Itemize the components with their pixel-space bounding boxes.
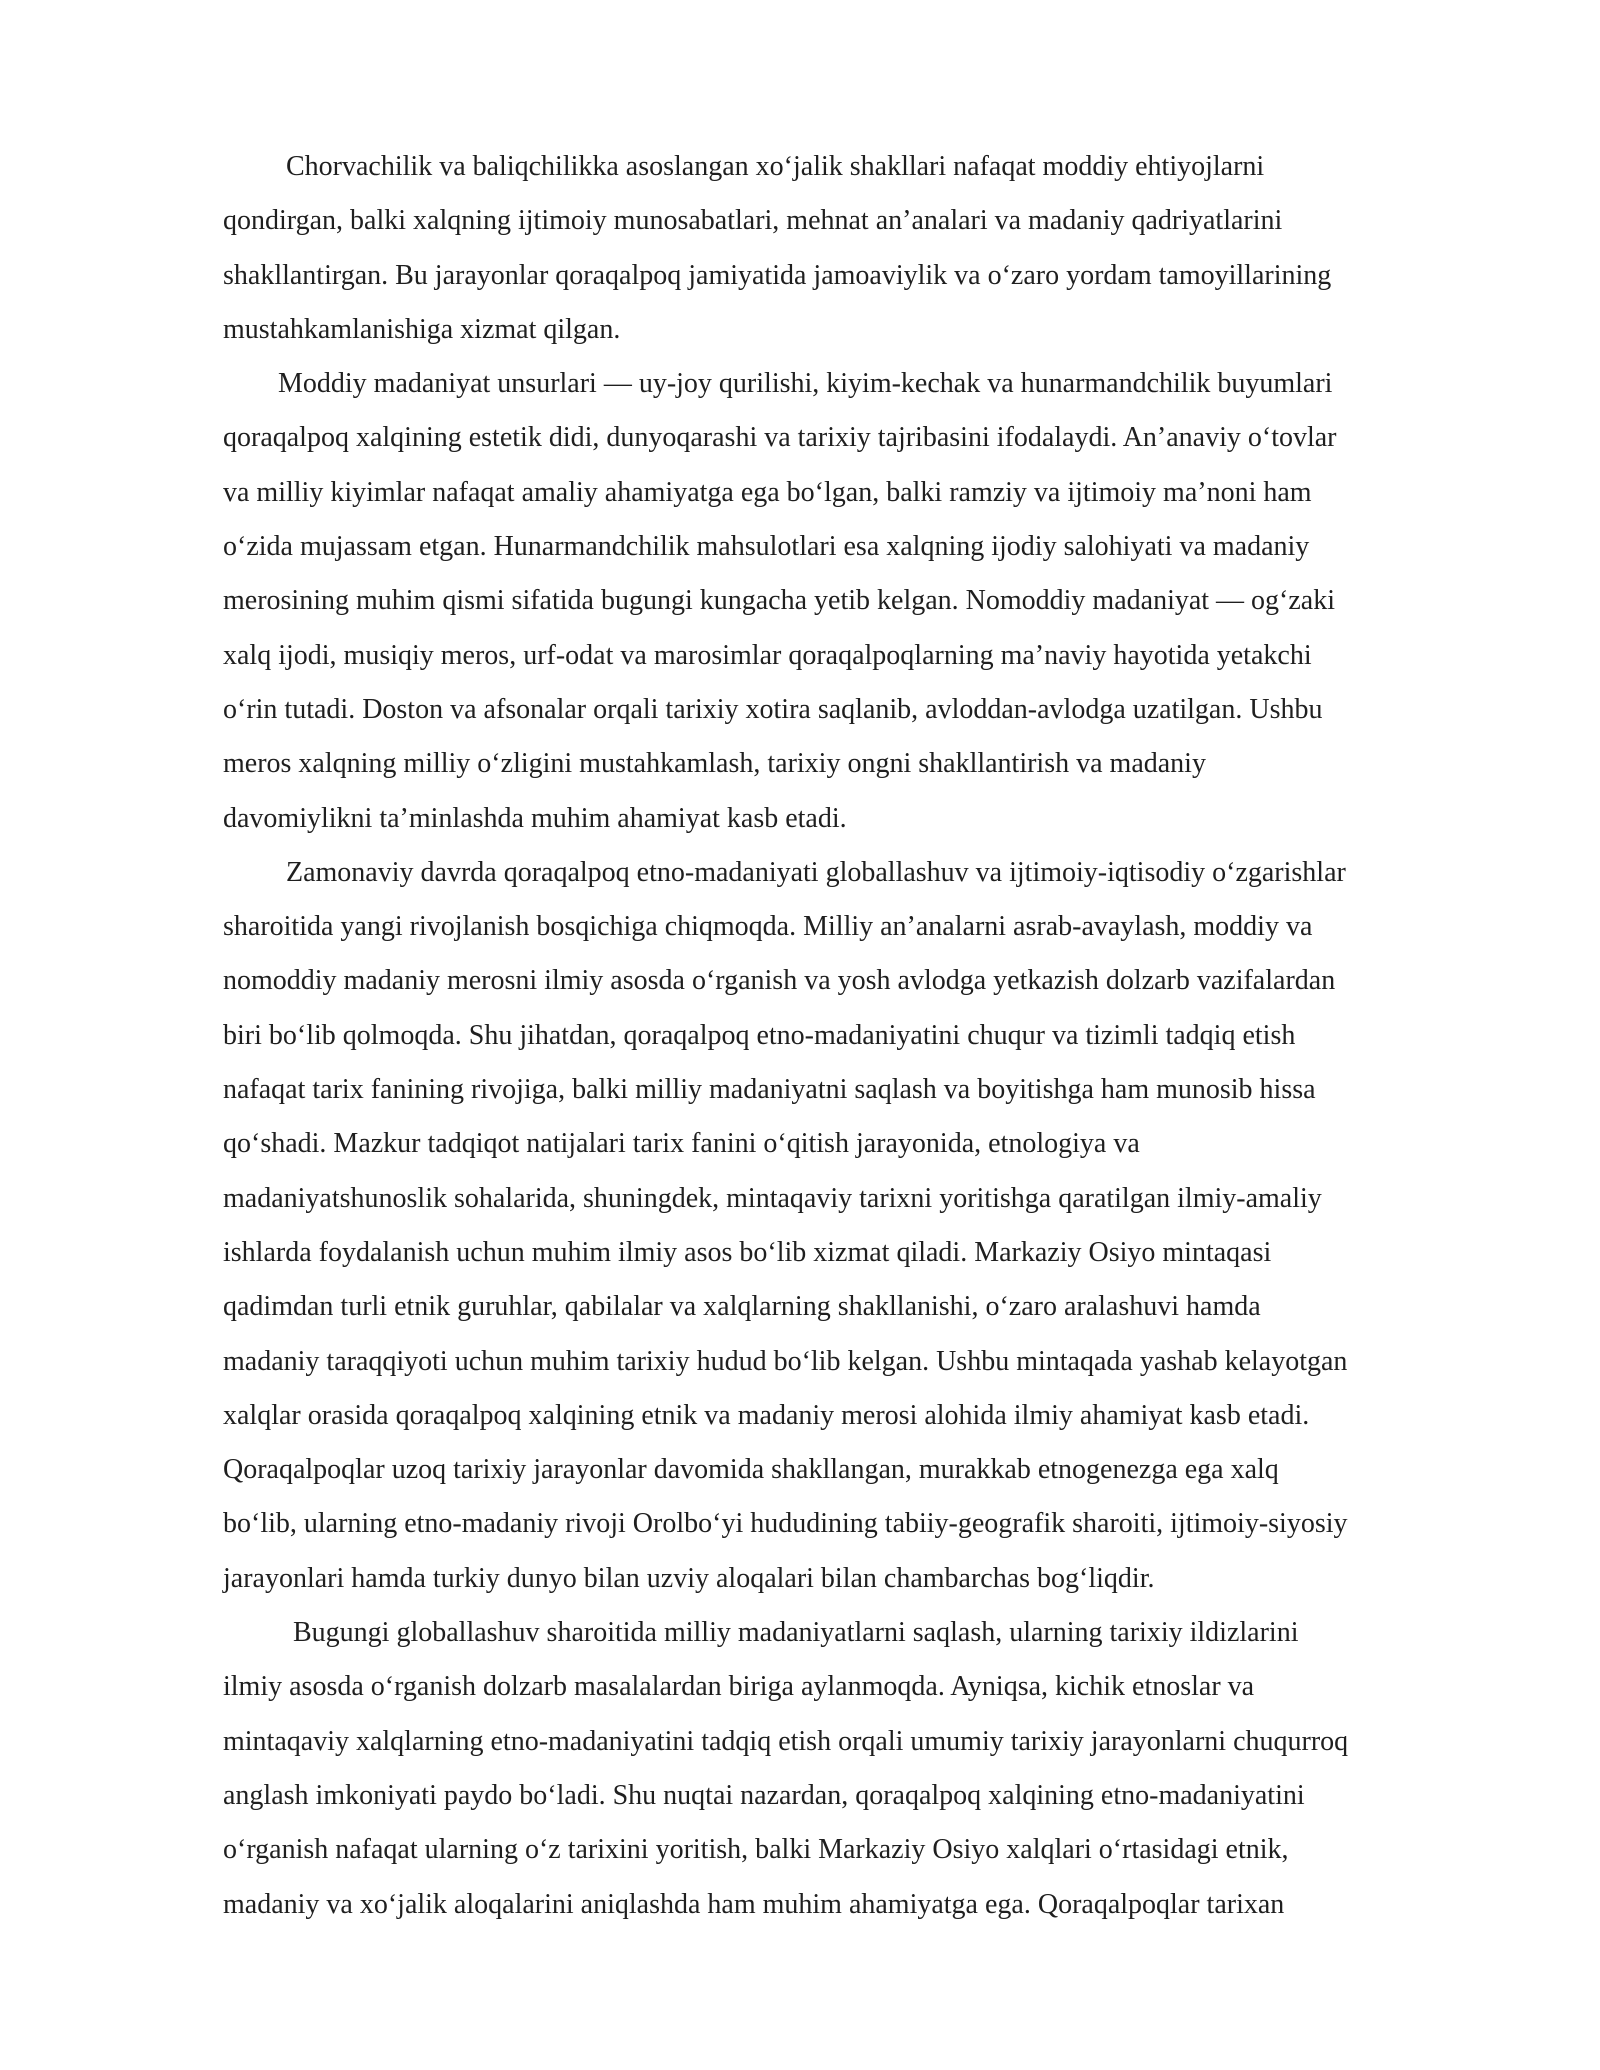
text-line: merosining muhim qismi sifatida bugungi kungacha yetib kelgan. Nomoddiy madaniyat — og‘zaki — [223, 585, 1336, 617]
text-line: Qoraqalpoqlar uzoq tarixiy jarayonlar davomida shakllangan, murakkab etnogenezga ega xalq — [223, 1454, 1279, 1486]
text-line: shakllantirgan. Bu jarayonlar qoraqalpoq jamiyatida jamoaviylik va o‘zaro yordam tamoyillarining — [223, 259, 1332, 291]
text-line: sharoitida yangi rivojlanish bosqichiga chiqmoqda. Milliy an’analarni asrab-avaylash, moddiy va — [223, 911, 1313, 943]
text-line: meros xalqning milliy o‘zligini mustahkamlash, tarixiy ongni shakllantirish va madaniy — [223, 748, 1206, 780]
text-line: madaniy taraqqiyoti uchun muhim tarixiy hudud bo‘lib kelgan. Ushbu mintaqada yashab kelayotgan — [223, 1345, 1348, 1377]
text-line: va milliy kiyimlar nafaqat amaliy ahamiyatga ega bo‘lgan, balki ramziy va ijtimoiy ma’noni ham — [223, 476, 1312, 508]
paragraph-2 — [223, 357, 1488, 846]
text-line: jarayonlari hamda turkiy dunyo bilan uzviy aloqalari bilan chambarchas bog‘liqdir. — [223, 1562, 1155, 1594]
text-line: qondirgan, balki xalqning ijtimoiy munosabatlari, mehnat an’analari va madaniy qadriyatlarini — [223, 205, 1283, 237]
text-line: qo‘shadi. Mazkur tadqiqot natijalari tarix fanini o‘qitish jarayonida, etnologiya va — [223, 1128, 1140, 1160]
text-line: anglash imkoniyati paydo bo‘ladi. Shu nuqtai nazardan, qoraqalpoq xalqining etno-madaniyatini — [223, 1779, 1305, 1811]
text-line: madaniyatshunoslik sohalarida, shuningdek, mintaqaviy tarixni yoritishga qaratilgan ilmiy-amaliy — [223, 1182, 1322, 1214]
text-line: nomoddiy madaniy merosni ilmiy asosda o‘rganish va yosh avlodga yetkazish dolzarb vazifalardan — [223, 965, 1336, 997]
text-line: nafaqat tarix fanining rivojiga, balki milliy madaniyatni saqlash va boyitishga ham munosib hissa — [223, 1074, 1316, 1106]
text-line: qoraqalpoq xalqining estetik didi, dunyoqarashi va tarixiy tajribasini ifodalaydi. An’anaviy o‘tovlar — [223, 422, 1337, 454]
text-line: xalq ijodi, musiqiy meros, urf-odat va marosimlar qoraqalpoqlarning ma’naviy hayotida yetakchi — [223, 639, 1312, 671]
text-line: mustahkamlanishiga xizmat qilgan. — [223, 313, 621, 345]
text-line: bo‘lib, ularning etno-madaniy rivoji Orolbo‘yi hududining tabiiy-geografik sharoiti, ijtimoiy-siyosiy — [223, 1508, 1348, 1540]
text-line: davomiylikni ta’minlashda muhim ahamiyat kasb etadi. — [223, 802, 847, 834]
paragraph-4 — [223, 1606, 1488, 1932]
text-line: Zamonaviy davrda qoraqalpoq etno-madaniyati globallashuv va ijtimoiy-iqtisodiy o‘zgarishlar — [286, 856, 1346, 888]
text-line: Bugungi globallashuv sharoitida milliy madaniyatlarni saqlash, ularning tarixiy ildizlarini — [293, 1617, 1299, 1649]
text-line: o‘rganish nafaqat ularning o‘z tarixini yoritish, balki Markaziy Osiyo xalqlari o‘rtasidagi etnik, — [223, 1834, 1289, 1866]
text-line: madaniy va xo‘jalik aloqalarini aniqlashda ham muhim ahamiyatga ega. Qoraqalpoqlar tarixan — [223, 1888, 1285, 1920]
text-line: Chorvachilik va baliqchilikka asoslangan xo‘jalik shakllari nafaqat moddiy ehtiyojlarni — [286, 151, 1265, 182]
text-line: ilmiy asosda o‘rganish dolzarb masalalardan biriga aylanmoqda. Ayniqsa, kichik etnoslar va — [223, 1671, 1255, 1703]
body-text — [223, 140, 1488, 1932]
text-line: o‘zida mujassam etgan. Hunarmandchilik mahsulotlari esa xalqning ijodiy salohiyati va madaniy — [223, 531, 1310, 563]
paragraph-3 — [223, 846, 1488, 1606]
text-line: qadimdan turli etnik guruhlar, qabilalar va xalqlarning shakllanishi, o‘zaro aralashuvi hamda — [223, 1291, 1261, 1323]
paragraph-1 — [223, 140, 1488, 357]
text-line: biri bo‘lib qolmoqda. Shu jihatdan, qoraqalpoq etno-madaniyatini chuqur va tizimli tadqiq etish — [223, 1019, 1296, 1051]
text-line: xalqlar orasida qoraqalpoq xalqining etnik va madaniy merosi alohida ilmiy ahamiyat kasb etadi. — [223, 1399, 1310, 1431]
text-line: ishlarda foydalanish uchun muhim ilmiy asos bo‘lib xizmat qiladi. Markaziy Osiyo mintaqasi — [223, 1236, 1272, 1268]
text-line: Moddiy madaniyat unsurlari — uy-joy qurilishi, kiyim-kechak va hunarmandchilik buyumlari — [278, 368, 1333, 400]
text-line: o‘rin tutadi. Doston va afsonalar orqali tarixiy xotira saqlanib, avloddan-avlodga uzatilgan. Ushbu — [223, 693, 1323, 725]
text-line: mintaqaviy xalqlarning etno-madaniyatini tadqiq etish orqali umumiy tarixiy jarayonlarni chuqurroq — [223, 1725, 1349, 1757]
